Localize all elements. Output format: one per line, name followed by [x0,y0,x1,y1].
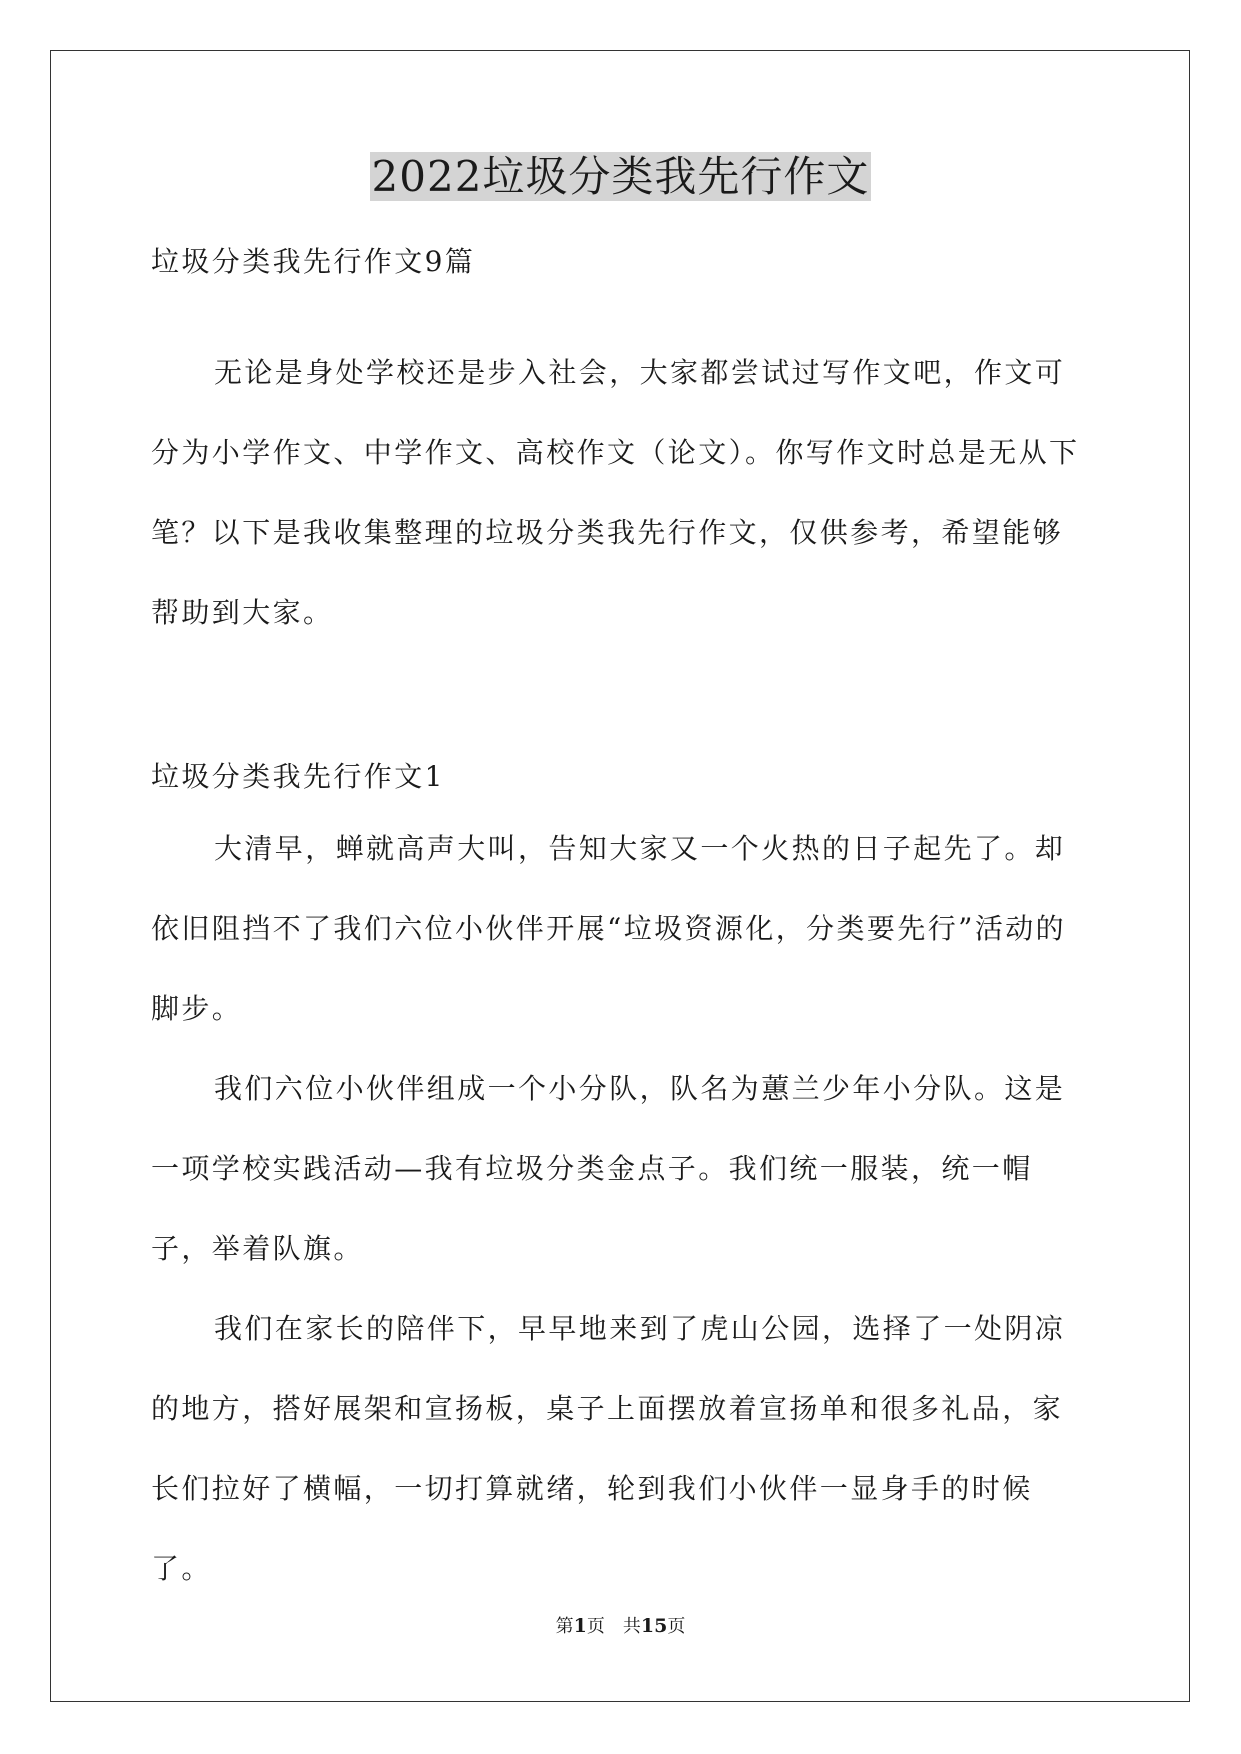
footer-total-pages: 15 [640,1615,668,1637]
intro-paragraph: 无论是身处学校还是步入社会，大家都尝试过写作文吧，作文可分为小学作文、中学作文、高校作文（论文）。你写作文时总是无从下笔？以下是我收集整理的垃圾分类我先行作文，仅供参考，希望能够帮助到大家。 [151,356,1080,629]
footer-page-mid: 页 共 [586,1616,641,1637]
footer-page-suffix: 页 [667,1616,686,1637]
document-title-wrapper [0,148,1241,206]
document-subtitle: 垃圾分类我先行作文9篇 [151,245,476,278]
footer-current-page: 1 [573,1615,587,1637]
section-heading: 垃圾分类我先行作文1 [151,760,445,793]
document-title: 2022垃圾分类我先行作文 [371,152,870,201]
footer-page-prefix: 第 [555,1616,574,1637]
body-paragraph: 我们六位小伙伴组成一个小分队，队名为蕙兰少年小分队。这是一项学校实践活动—我有垃圾分类金点子。我们统一服装，统一帽子，举着队旗。 [151,1072,1066,1265]
body-paragraph: 大清早，蝉就高声大叫，告知大家又一个火热的日子起先了。却依旧阻挡不了我们六位小伙伴开展“垃圾资源化，分类要先行”活动的脚步。 [151,832,1067,1025]
page-footer [0,1614,1241,1639]
body-paragraph: 我们在家长的陪伴下，早早地来到了虎山公园，选择了一处阴凉的地方，搭好展架和宣扬板，桌子上面摆放着宣扬单和很多礼品，家长们拉好了横幅，一切打算就绪，轮到我们小伙伴一显身手的时候了。 [151,1312,1066,1585]
